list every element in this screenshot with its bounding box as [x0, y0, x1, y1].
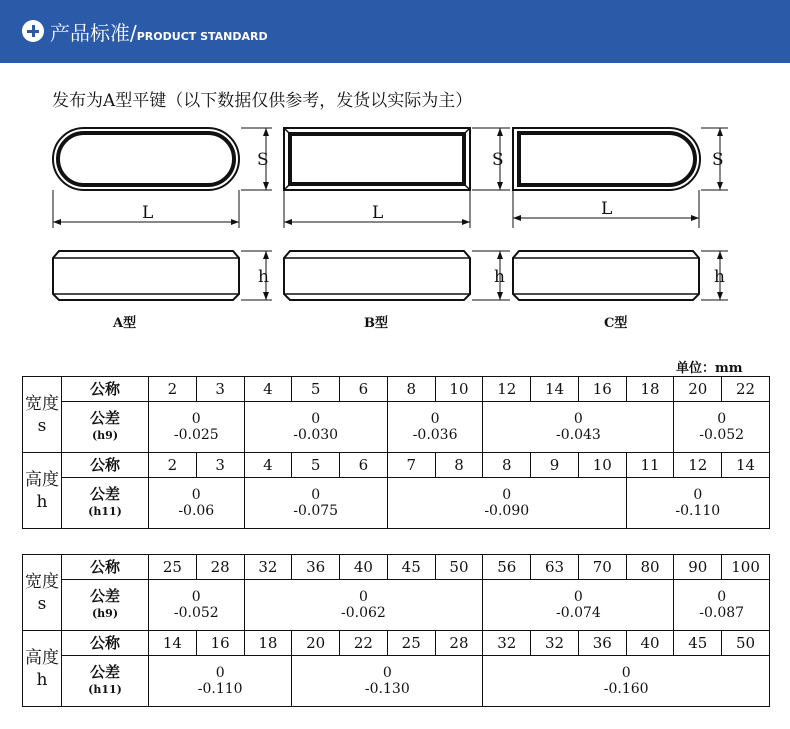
section-title-en: PRODUCT STANDARD — [136, 30, 268, 43]
cell: 25 — [149, 555, 197, 580]
cell: 36 — [578, 631, 626, 656]
cell: 6 — [340, 377, 388, 402]
cell: 8 — [483, 453, 531, 478]
cell: 10 — [435, 377, 483, 402]
dim-l-a: L — [142, 203, 154, 223]
cell: 50 — [435, 555, 483, 580]
nominal-label: 公称 — [62, 453, 149, 478]
cell: 14 — [149, 631, 197, 656]
cell: 16 — [196, 631, 244, 656]
tol-cell: 0 -0.043 — [483, 402, 674, 453]
width-label: 宽度 s — [23, 377, 62, 453]
cell: 100 — [722, 555, 770, 580]
tol-cell: 0 -0.110 — [149, 656, 292, 707]
spec-table-2 — [22, 554, 770, 707]
width-tolerance-row — [23, 402, 770, 453]
width-label: 宽度 s — [23, 555, 62, 631]
height-label: 高度 h — [23, 631, 62, 707]
tol-cell: 0 -0.110 — [626, 478, 769, 529]
cell: 8 — [387, 377, 435, 402]
plus-circle-icon — [22, 20, 44, 42]
cell: 12 — [483, 377, 531, 402]
cell: 45 — [674, 631, 722, 656]
tol-cell: 0 -0.06 — [149, 478, 245, 529]
cell: 3 — [196, 377, 244, 402]
cell: 20 — [292, 631, 340, 656]
nominal-label: 公称 — [62, 377, 149, 402]
tol-cell: 0 -0.052 — [149, 580, 245, 631]
cell: 12 — [674, 453, 722, 478]
cell: 4 — [244, 377, 292, 402]
unit-label: 单位：mm — [676, 361, 743, 376]
cell: 28 — [435, 631, 483, 656]
nominal-label: 公称 — [62, 631, 149, 656]
tol-cell: 0 -0.074 — [483, 580, 674, 631]
cell: 32 — [244, 555, 292, 580]
height-nominal-row — [23, 631, 770, 656]
tolerance-label: 公差 (h9) — [62, 580, 149, 631]
tol-cell: 0 -0.036 — [387, 402, 483, 453]
tolerance-label: 公差 (h11) — [62, 478, 149, 529]
cell: 18 — [244, 631, 292, 656]
tol-cell: 0 -0.075 — [244, 478, 387, 529]
cell: 11 — [626, 453, 674, 478]
height-label: 高度 h — [23, 453, 62, 529]
cell: 5 — [292, 453, 340, 478]
cell: 56 — [483, 555, 531, 580]
dim-l-b: L — [372, 203, 384, 223]
cell: 25 — [387, 631, 435, 656]
cell: 14 — [531, 377, 579, 402]
cell: 32 — [483, 631, 531, 656]
cell: 22 — [340, 631, 388, 656]
section-title: 产品标准/PRODUCT STANDARD — [50, 21, 268, 45]
cell: 36 — [292, 555, 340, 580]
cell: 20 — [674, 377, 722, 402]
type-b-label: B型 — [364, 316, 388, 331]
cell: 28 — [196, 555, 244, 580]
tol-cell: 0 -0.160 — [483, 656, 770, 707]
subtitle: 发布为A型平键（以下数据仅供参考，发货以实际为主） — [52, 91, 473, 111]
dim-s-b: S — [492, 150, 504, 170]
width-nominal-row — [23, 555, 770, 580]
dim-l-c: L — [601, 199, 613, 219]
tol-cell: 0 -0.025 — [149, 402, 245, 453]
type-a-label: A型 — [113, 316, 137, 331]
cell: 9 — [531, 453, 579, 478]
dim-s-c: S — [712, 150, 724, 170]
cell: 3 — [196, 453, 244, 478]
key-type-drawings — [0, 115, 790, 340]
dim-h-c: h — [714, 267, 725, 287]
cell: 40 — [340, 555, 388, 580]
dim-s-a: S — [257, 150, 269, 170]
nominal-label: 公称 — [62, 555, 149, 580]
type-c-label: C型 — [604, 316, 628, 331]
cell: 7 — [387, 453, 435, 478]
tol-cell: 0 -0.087 — [674, 580, 770, 631]
cell: 32 — [531, 631, 579, 656]
dim-h-b: h — [494, 267, 505, 287]
cell: 22 — [722, 377, 770, 402]
height-nominal-row — [23, 453, 770, 478]
cell: 10 — [578, 453, 626, 478]
spec-table-1 — [22, 376, 770, 529]
cell: 4 — [244, 453, 292, 478]
cell: 90 — [674, 555, 722, 580]
height-tolerance-row — [23, 656, 770, 707]
height-tolerance-row — [23, 478, 770, 529]
cell: 16 — [578, 377, 626, 402]
cell: 5 — [292, 377, 340, 402]
width-tolerance-row — [23, 580, 770, 631]
tol-cell: 0 -0.090 — [387, 478, 626, 529]
cell: 63 — [531, 555, 579, 580]
cell: 8 — [435, 453, 483, 478]
cell: 70 — [578, 555, 626, 580]
tolerance-label: 公差 (h9) — [62, 402, 149, 453]
cell: 2 — [149, 377, 197, 402]
cell: 6 — [340, 453, 388, 478]
tolerance-label: 公差 (h11) — [62, 656, 149, 707]
tol-cell: 0 -0.062 — [244, 580, 483, 631]
dim-h-a: h — [258, 267, 269, 287]
cell: 50 — [722, 631, 770, 656]
cell: 14 — [722, 453, 770, 478]
cell: 40 — [626, 631, 674, 656]
tol-cell: 0 -0.130 — [292, 656, 483, 707]
tol-cell: 0 -0.030 — [244, 402, 387, 453]
width-nominal-row — [23, 377, 770, 402]
cell: 45 — [387, 555, 435, 580]
cell: 80 — [626, 555, 674, 580]
tol-cell: 0 -0.052 — [674, 402, 770, 453]
section-header — [0, 0, 790, 63]
cell: 2 — [149, 453, 197, 478]
cell: 18 — [626, 377, 674, 402]
